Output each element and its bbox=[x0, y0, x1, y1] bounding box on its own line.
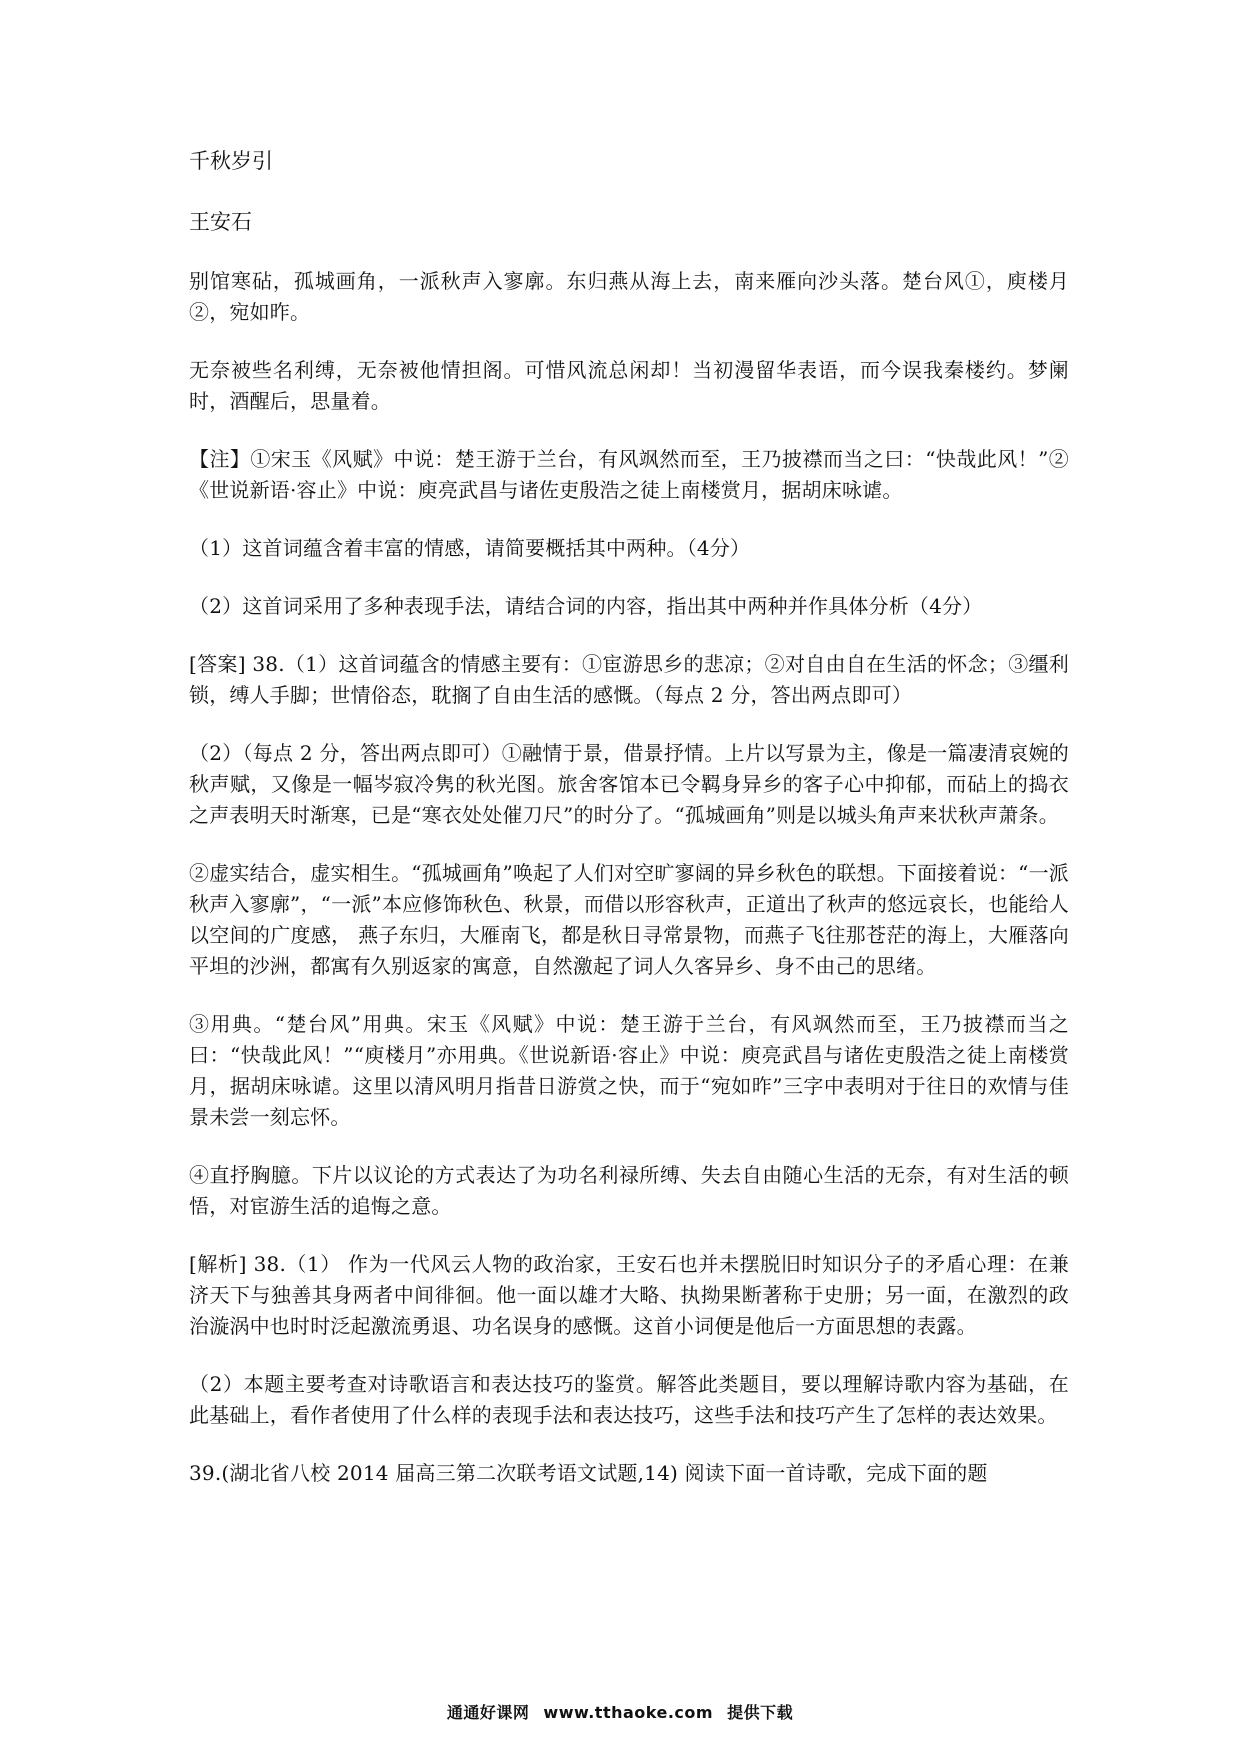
answer-2-point-1: （2）（每点 2 分，答出两点即可）①融情于景，借景抒情。上片以写景为主，像是一篇凄清哀婉的秋声赋，又像是一幅岑寂冷隽的秋光图。旅舍客馆本已令羁身异乡的客子心中抑郁，而砧上的捣衣之声表明天时渐寒，已是“寒衣处处催刀尺”的时分了。“孤城画角”则是以城头角声来状秋声萧条。 bbox=[189, 741, 1069, 827]
poem-author: 王安石 bbox=[189, 210, 252, 234]
poem-stanza-2: 无奈被些名利缚，无奈被他情担阁。可惜风流总闲却！当初漫留华表语，而今误我秦楼约。梦阑时，酒醒后，思量着。 bbox=[189, 358, 1069, 413]
answer-2-point-2: ②虚实结合，虚实相生。“孤城画角”唤起了人们对空旷寥阔的异乡秋色的联想。下面接着说：“一派秋声入寥廓”，“一派”本应修饰秋色、秋景，而借以形容秋声，正道出了秋声的悠远哀长，也能给人以空间的广度感， 燕子东归，大雁南飞，都是秋日寻常景物，而燕子飞往那苍茫的海上，大雁落向平坦的沙洲，都寓有久别返家的寓意，自然激起了词人久客异乡、身不由己的思绪。 bbox=[189, 861, 1069, 978]
annotation-note: 【注】①宋玉《风赋》中说：楚王游于兰台，有风飒然而至，王乃披襟而当之曰：“快哉此风！”②《世说新语·容止》中说：庾亮武昌与诸佐吏殷浩之徒上南楼赏月，据胡床咏谑。 bbox=[189, 447, 1069, 502]
footer-url[interactable]: www.tthaoke.com bbox=[543, 1703, 714, 1722]
footer-suffix: 提供下载 bbox=[727, 1703, 794, 1722]
answer-2-point-3: ③用典。“楚台风”用典。宋玉《风赋》中说：楚王游于兰台，有风飒然而至，王乃披襟而当之曰：“快哉此风！”“庾楼月”亦用典。《世说新语·容止》中说：庾亮武昌与诸佐吏殷浩之徒上南楼赏月，据胡床咏谑。这里以清风明月指昔日游赏之快，而于“宛如昨”三字中表明对于往日的欢情与佳景未尝一刻忘怀。 bbox=[189, 1012, 1069, 1129]
poem-stanza-1: 别馆寒砧，孤城画角，一派秋声入寥廓。东归燕从海上去，南来雁向沙头落。楚台风①，庾楼月②，宛如昨。 bbox=[189, 269, 1069, 324]
next-question-heading: 39.(湖北省八校 2014 届高三第二次联考语文试题,14) 阅读下面一首诗歌，完成下面的题 bbox=[189, 1461, 988, 1485]
answer-2-point-4: ④直抒胸臆。下片以议论的方式表达了为功名利禄所缚、失去自由随心生活的无奈，有对生活的顿悟，对宦游生活的追悔之意。 bbox=[189, 1163, 1069, 1218]
poem-title: 千秋岁引 bbox=[189, 149, 273, 173]
question-1: （1）这首词蕴含着丰富的情感，请简要概括其中两种。（4分） bbox=[189, 536, 751, 560]
answer-1: [答案] 38.（1）这首词蕴含的情感主要有：①宦游思乡的悲凉；②对自由自在生活的怀念；③缰利锁，缚人手脚；世情俗态，耽搁了自由生活的感慨。（每点 2 分，答出两点即可） bbox=[189, 652, 1069, 707]
document-body bbox=[189, 146, 1069, 1489]
analysis-2: （2）本题主要考查对诗歌语言和表达技巧的鉴赏。解答此类题目，要以理解诗歌内容为基础，在此基础上，看作者使用了什么样的表现手法和表达技巧，这些手法和技巧产生了怎样的表达效果。 bbox=[189, 1372, 1069, 1427]
page-footer bbox=[0, 1700, 1240, 1723]
footer-site-name: 通通好课网 bbox=[446, 1703, 530, 1722]
analysis-1: [解析] 38.（1） 作为一代风云人物的政治家，王安石也并未摆脱旧时知识分子的矛盾心理：在兼济天下与独善其身两者中间徘徊。他一面以雄才大略、执拗果断著称于史册；另一面，在激烈的政治漩涡中也时时泛起激流勇退、功名误身的感慨。这首小词便是他后一方面思想的表露。 bbox=[189, 1252, 1069, 1338]
question-2: （2）这首词采用了多种表现手法，请结合词的内容，指出其中两种并作具体分析（4分） bbox=[189, 594, 983, 618]
